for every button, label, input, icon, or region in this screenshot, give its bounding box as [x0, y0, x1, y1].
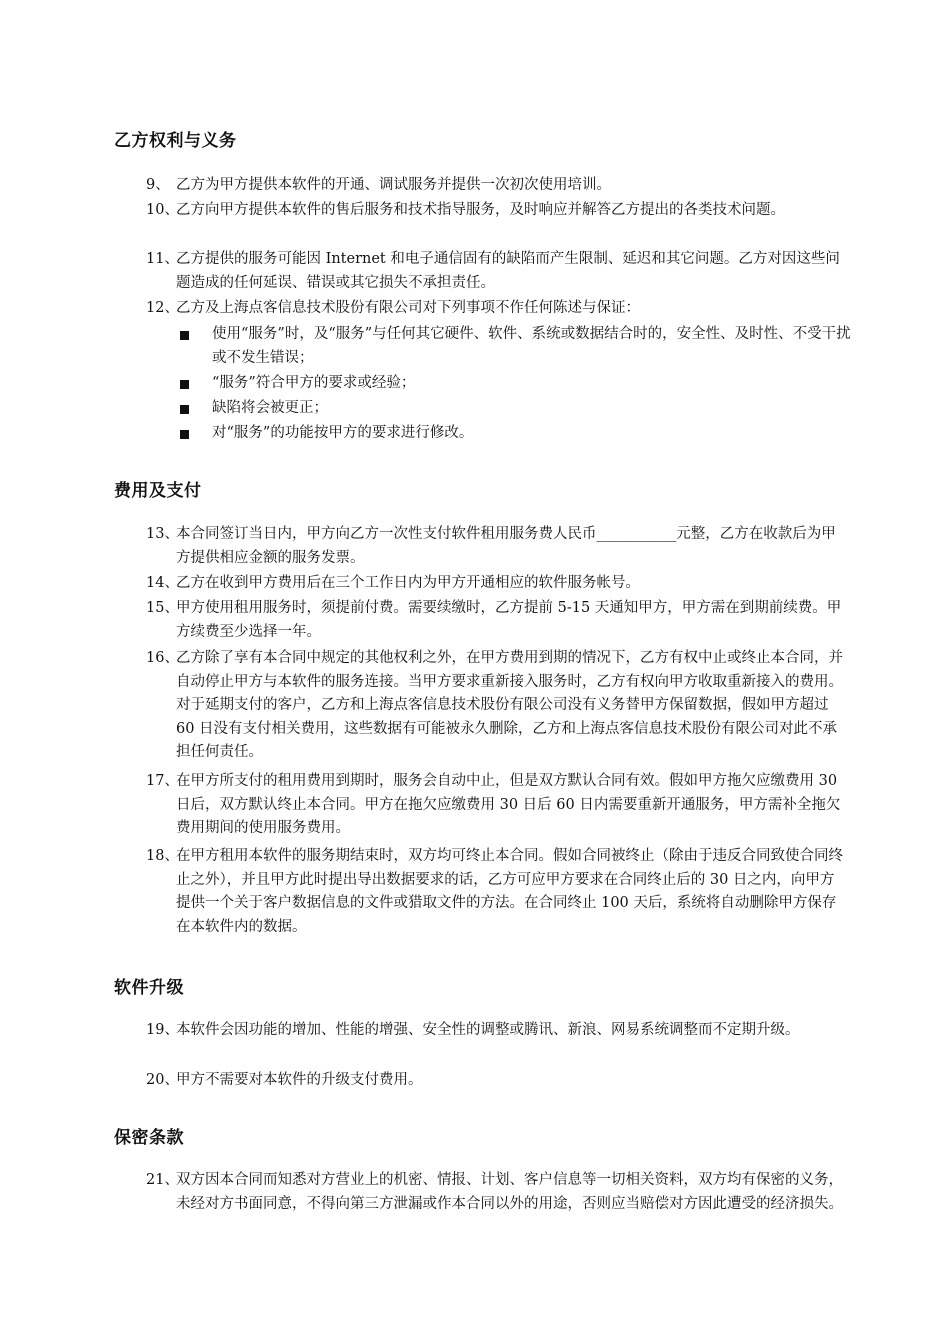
clause-19: [146, 1019, 846, 1043]
bullet-text: “服务”符合甲方的要求或经验；: [212, 375, 416, 391]
bullet-text: 缺陷将会被更正；: [212, 400, 328, 416]
clause-text: 本合同签订当日内，甲方向乙方一次性支付软件租用服务费人民币___________元整，乙方在收款后为甲方提供相应金额的服务发票。: [176, 526, 836, 566]
square-bullet-icon: [180, 430, 189, 439]
clause-text: 双方因本合同而知悉对方营业上的机密、情报、计划、客户信息等一切相关资料，双方均有保密的义务，未经对方书面同意，不得向第三方泄漏或作本合同以外的用途，否则应当赔偿对方因此遭受的经济损失。: [176, 1172, 843, 1212]
clause-text: 乙方向甲方提供本软件的售后服务和技术指导服务，及时响应并解答乙方提出的各类技术问题。: [176, 202, 785, 218]
clause-text: 乙方及上海点客信息技术股份有限公司对下列事项不作任何陈述与保证：: [176, 300, 640, 316]
clause-text: 甲方不需要对本软件的升级支付费用。: [176, 1072, 423, 1088]
clause-number: 19、: [146, 1022, 179, 1038]
clause-number: 18、: [146, 848, 179, 864]
clause-text: 乙方提供的服务可能因 Internet 和电子通信固有的缺陷而产生限制、延迟和其它问题。乙方对因这些问题造成的任何延误、错误或其它损失不承担责任。: [176, 251, 840, 291]
clause-text: 在甲方所支付的租用费用到期时，服务会自动中止，但是双方默认合同有效。假如甲方拖欠应缴费用 30 日后，双方默认终止本合同。甲方在拖欠应缴费用 30 日后 60 日内需要重新开通服务，甲方需补全拖欠费用期间的使用服务费用。: [176, 773, 841, 836]
bullet-item: [178, 422, 858, 446]
clause-number: 9、: [146, 177, 170, 193]
bullet-item: [178, 397, 858, 421]
clause-number: 10、: [146, 202, 179, 218]
clause-11: [146, 248, 846, 295]
clause-12: [146, 297, 846, 321]
clause-number: 20、: [146, 1072, 179, 1088]
clause-text: 乙方除了享有本合同中规定的其他权利之外，在甲方费用到期的情况下，乙方有权中止或终止本合同，并自动停止甲方与本软件的服务连接。当甲方要求重新接入服务时，乙方有权向甲方收取重新接入的费用。对于延期支付的客户，乙方和上海点客信息技术股份有限公司没有义务替甲方保留数据，假如甲方超过 60 日没有支付相关费用，这些数据有可能被永久删除，乙方和上海点客信息技术股份有限公司对此不承担任何责任。: [176, 650, 843, 760]
clause-10: [146, 199, 846, 223]
clause-number: 12、: [146, 300, 179, 316]
clause-number: 11、: [146, 251, 179, 267]
clause-9: [146, 174, 846, 198]
clause-text: 甲方使用租用服务时，须提前付费。需要续缴时，乙方提前 5-15 天通知甲方，甲方需在到期前续费。甲方续费至少选择一年。: [176, 600, 842, 640]
clause-text: 乙方为甲方提供本软件的开通、调试服务并提供一次初次使用培训。: [176, 177, 611, 193]
clause-16: [146, 647, 846, 765]
section-title-fees-payment: 费用及支付: [114, 481, 202, 501]
square-bullet-icon: [180, 380, 189, 389]
clause-text: 本软件会因功能的增加、性能的增强、安全性的调整或腾讯、新浪、网易系统调整而不定期升级。: [176, 1022, 800, 1038]
bullet-text: 对“服务”的功能按甲方的要求进行修改。: [212, 425, 474, 441]
bullet-item: [178, 323, 858, 370]
square-bullet-icon: [180, 331, 189, 340]
clause-text: 乙方在收到甲方费用后在三个工作日内为甲方开通相应的软件服务帐号。: [176, 575, 640, 591]
section-title-software-upgrade: 软件升级: [114, 978, 184, 998]
clause-number: 17、: [146, 773, 179, 789]
clause-20: [146, 1069, 846, 1093]
clause-text: 在甲方租用本软件的服务期结束时，双方均可终止本合同。假如合同被终止（除由于违反合同致使合同终止之外），并且甲方此时提出导出数据要求的话，乙方可应甲方要求在合同终止后的 30 日之内，向甲方提供一个关于客户数据信息的文件或猎取文件的方法。在合同终止 100 天后，系统将自动删除甲方保存在本软件内的数据。: [176, 848, 843, 935]
bullet-text: 使用“服务”时，及“服务”与任何其它硬件、软件、系统或数据结合时的，安全性、及时性、不受干扰或不发生错误；: [212, 326, 851, 366]
square-bullet-icon: [180, 405, 189, 414]
clause-number: 21、: [146, 1172, 179, 1188]
clause-15: [146, 597, 846, 644]
clause-18: [146, 845, 846, 939]
bullet-item: [178, 372, 858, 396]
section-title-party-b-rights: 乙方权利与义务: [114, 131, 237, 151]
clause-14: [146, 572, 846, 596]
clause-number: 16、: [146, 650, 179, 666]
section-title-confidentiality: 保密条款: [114, 1128, 184, 1148]
clause-number: 15、: [146, 600, 179, 616]
clause-13: [146, 523, 846, 570]
clause-number: 13、: [146, 526, 179, 542]
clause-number: 14、: [146, 575, 179, 591]
clause-17: [146, 770, 846, 841]
clause-21: [146, 1169, 846, 1216]
